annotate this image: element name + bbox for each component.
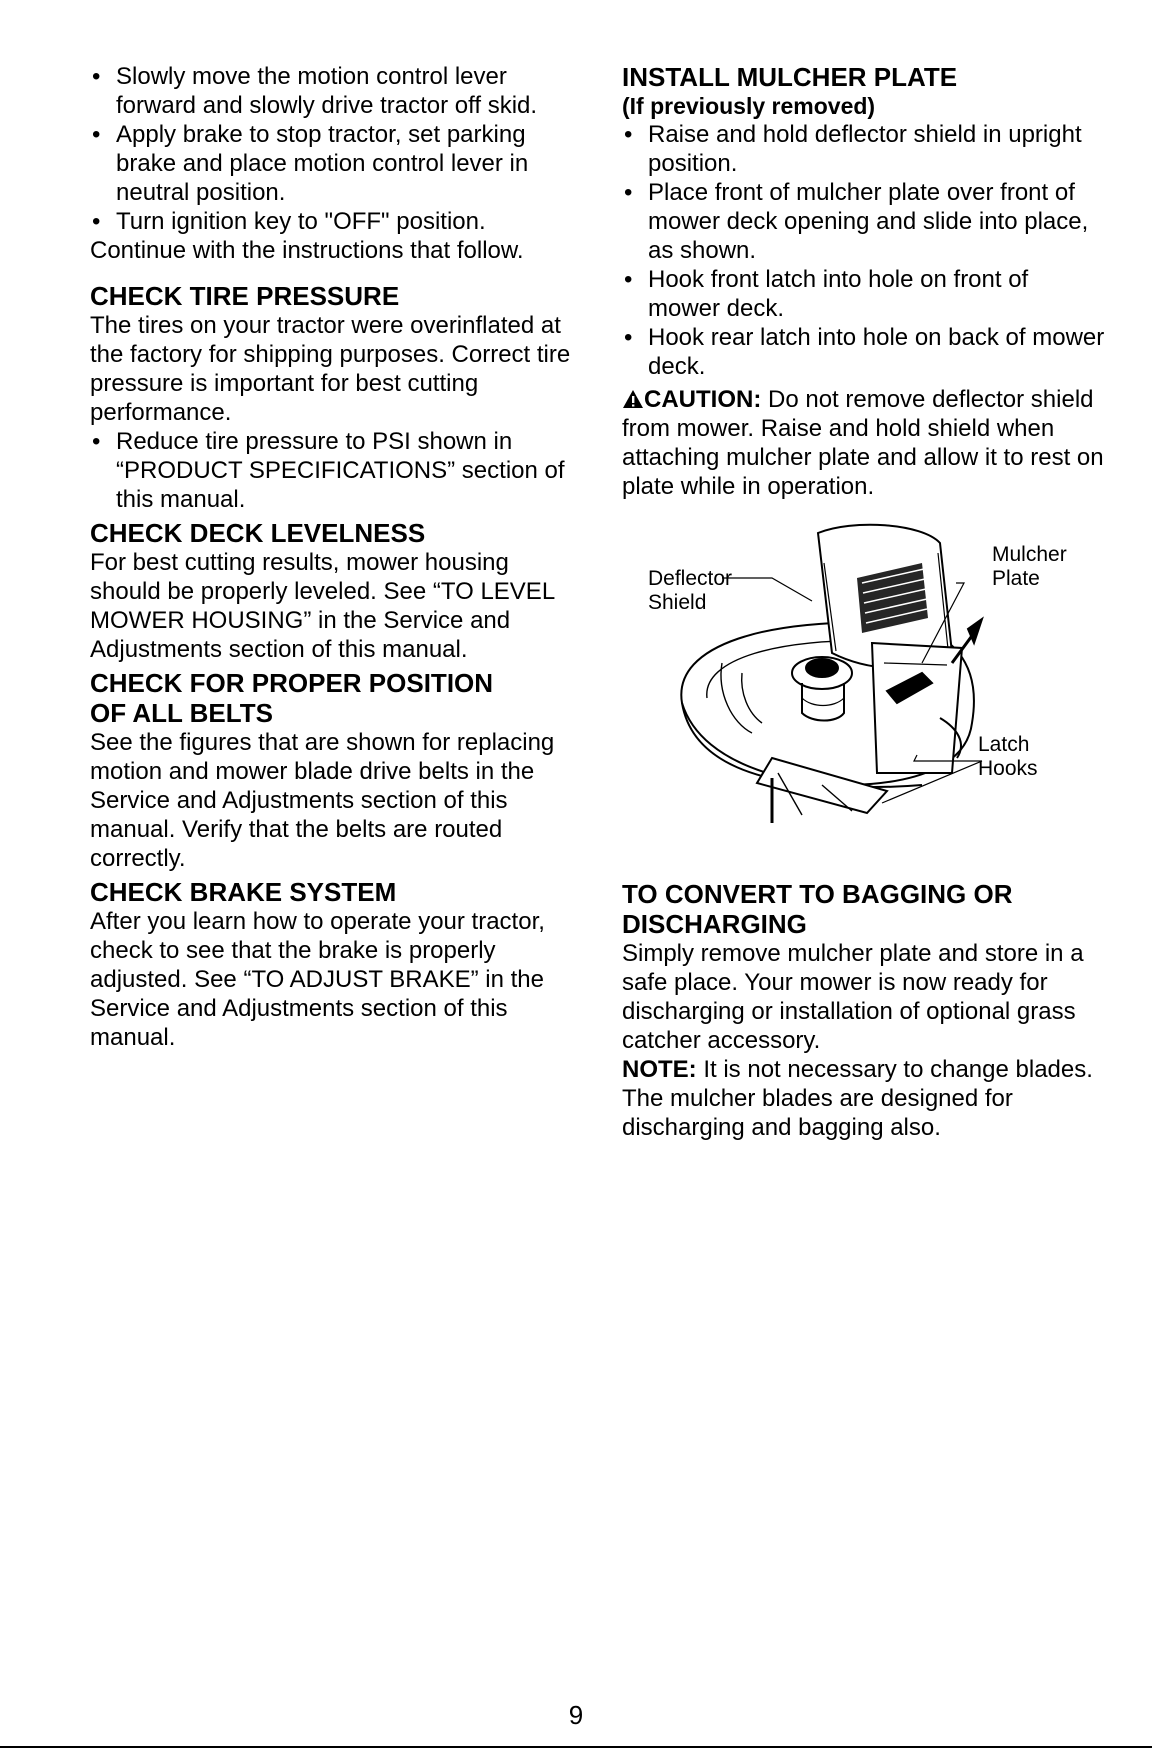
caution-label: CAUTION: bbox=[644, 386, 762, 413]
belts-heading-line1: CHECK FOR PROPER POSITION bbox=[90, 668, 494, 698]
warning-triangle-icon bbox=[622, 389, 644, 409]
note-text: It is not necessary to change blades. The mulcher blades are designed for discharging and bagging also. bbox=[622, 1056, 1093, 1141]
right-column bbox=[622, 62, 1106, 1142]
caution-paragraph bbox=[622, 385, 1106, 501]
deck-levelness-body: For best cutting results, mower housing should be properly leveled. See “TO LEVEL MOWER HOUSING” in the Service and Adjustments section of this manual. bbox=[90, 549, 555, 663]
page-number: 9 bbox=[568, 1700, 584, 1730]
latch-label-line2: Hooks bbox=[978, 757, 1038, 780]
deflector-label-line2: Shield bbox=[648, 591, 707, 614]
intro-bullet-3: • Turn ignition key to "OFF" position. bbox=[90, 207, 582, 236]
continue-text: Continue with the instructions that follow. bbox=[90, 237, 524, 264]
mulcher-label-line2: Plate bbox=[992, 567, 1040, 590]
convert-heading-line2: DISCHARGING bbox=[622, 909, 807, 939]
note-paragraph bbox=[622, 1055, 1106, 1142]
mulcher-bullet-4: • Hook rear latch into hole on back of mower deck. bbox=[622, 323, 1106, 381]
mulcher-label-line1: Mulcher bbox=[992, 543, 1067, 566]
deflector-shield-label bbox=[648, 567, 732, 615]
belts-body: See the figures that are shown for replacing motion and mower blade drive belts in the Service and Adjustments section of this manual. Verify that the belts are routed correctly. bbox=[90, 729, 555, 872]
mulcher-bullet-3: • Hook front latch into hole on front of mower deck. bbox=[622, 265, 1106, 323]
left-column bbox=[90, 62, 582, 1052]
tire-pressure-body: The tires on your tractor were overinflated at the factory for shipping purposes. Correct tire pressure is important for best cutting performance. bbox=[90, 312, 571, 426]
brake-system-heading: CHECK BRAKE SYSTEM bbox=[90, 877, 397, 907]
mulcher-plate-heading: INSTALL MULCHER PLATE bbox=[622, 62, 958, 92]
tire-pressure-bullet: • Reduce tire pressure to PSI shown in “PRODUCT SPECIFICATIONS” section of this manual. bbox=[90, 427, 582, 514]
latch-label-line1: Latch bbox=[978, 733, 1030, 756]
convert-body: Simply remove mulcher plate and store in a safe place. Your mower is now ready for discharging or installation of optional grass catcher accessory. bbox=[622, 940, 1084, 1054]
intro-bullet-2: • Apply brake to stop tractor, set parking brake and place motion control lever in neutral position. bbox=[90, 120, 582, 207]
deflector-label-line1: Deflector bbox=[648, 567, 733, 590]
intro-bullet-list bbox=[90, 62, 582, 236]
mulcher-plate-figure bbox=[622, 523, 1106, 863]
mulcher-plate-subheading: (If previously removed) bbox=[622, 93, 876, 119]
mulcher-bullet-2: • Place front of mulcher plate over front of mower deck opening and slide into place, as shown. bbox=[622, 178, 1106, 265]
belts-heading-line2: OF ALL BELTS bbox=[90, 698, 273, 728]
mulcher-bullet-1: • Raise and hold deflector shield in upright position. bbox=[622, 120, 1106, 178]
bottom-rule bbox=[0, 1746, 1152, 1748]
tire-bullet-list bbox=[90, 427, 582, 514]
caution-text: Do not remove deflector shield from mower. Raise and hold shield when attaching mulcher plate and allow it to rest on plate while in operation. bbox=[622, 386, 1104, 500]
convert-heading-line1: TO CONVERT TO BAGGING OR bbox=[622, 879, 1013, 909]
deck-levelness-heading: CHECK DECK LEVELNESS bbox=[90, 518, 426, 548]
mulcher-bullet-list bbox=[622, 120, 1106, 381]
latch-hooks-label bbox=[978, 733, 1038, 781]
intro-bullet-1: • Slowly move the motion control lever forward and slowly drive tractor off skid. bbox=[90, 62, 582, 120]
mulcher-plate-label bbox=[992, 543, 1067, 591]
brake-system-body: After you learn how to operate your tractor, check to see that the brake is properly adjusted. See “TO ADJUST BRAKE” in the Service and Adjustments section of this manual. bbox=[90, 908, 545, 1051]
tire-pressure-heading: CHECK TIRE PRESSURE bbox=[90, 281, 400, 311]
note-label: NOTE: bbox=[622, 1056, 697, 1083]
